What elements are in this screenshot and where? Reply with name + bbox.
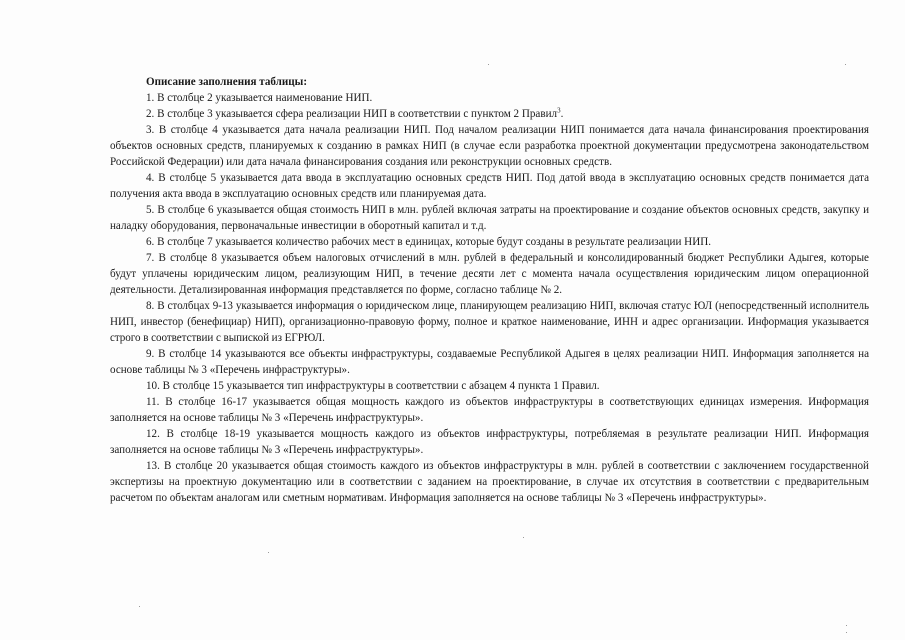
list-item: 6. В столбце 7 указывается количество рабочих мест в единицах, которые будут созданы в результате реализации НИП. (146, 236, 711, 248)
scan-speck (845, 64, 846, 65)
list-item-text: 2. В столбце 3 указывается сфера реализации НИП в соответствии с пунктом 2 Правил (146, 108, 558, 120)
scan-speck (139, 606, 140, 607)
list-item: 3. В столбце 4 указывается дата начала реализации НИП. Под началом реализации НИП понимается дата начала финансирования проектирования объектов основных средств, планируемых к созданию в рамках НИП (в случае если разработка проектной документации предусмотрена законодательством Российской Федерации) или дата начала финансирования создания или реконструкции основных средств. (110, 124, 869, 168)
scan-speck (846, 632, 847, 633)
list-item: 13. В столбце 20 указывается общая стоимость каждого из объектов инфраструктуры в млн. рублей в соответствии с заключением государственной экспертизы на проектную документацию или в соответствии с заданием на проектирование, в случае их отсутствия в соответствии с предварительным расчетом по объектам аналогам или сметным нормативам. Информация заполняется на основе таблицы № 3 «Перечень инфраструктуры». (110, 460, 869, 504)
list-item: 4. В столбце 5 указывается дата ввода в эксплуатацию основных средств НИП. Под датой ввода в эксплуатацию основных средств понимается дата получения акта ввода в эксплуатацию основных средств или планируемая дата. (110, 172, 869, 200)
list-item: 9. В столбце 14 указываются все объекты инфраструктуры, создаваемые Республикой Адыгея в целях реализации НИП. Информация заполняется на основе таблицы № 3 «Перечень инфраструктуры». (110, 348, 869, 376)
list-item (110, 106, 869, 122)
list-item: 10. В столбце 15 указывается тип инфраструктуры в соответствии с абзацем 4 пункта 1 Правил. (146, 380, 600, 392)
list-item: 7. В столбце 8 указывается объем налоговых отчислений в млн. рублей в федеральный и консолидированный бюджет Республики Адыгея, которые будут уплачены юридическим лицом, реализующим НИП, в течение десяти лет с момента начала осуществления юридическим лицом операционной деятельности. Детализированная информация представляется по форме, согласно таблице № 2. (110, 252, 869, 296)
list-item: 5. В столбце 6 указывается общая стоимость НИП в млн. рублей включая затраты на проектирование и создание объектов основных средств, закупку и наладку оборудования, первоначальные инвестиции в оборотный капитал и т.д. (110, 204, 869, 232)
scan-speck (268, 552, 269, 553)
list-item: 11. В столбце 16-17 указывается общая мощность каждого из объектов инфраструктуры в соответствующих единицах измерения. Информация заполняется на основе таблицы № 3 «Перечень инфраструктуры». (110, 396, 869, 424)
section-heading: Описание заполнения таблицы: (146, 76, 308, 88)
list-item: 12. В столбце 18-19 указывается мощность каждого из объектов инфраструктуры, потребляемая в результате реализации НИП. Информация заполняется на основе таблицы № 3 «Перечень инфраструктуры». (110, 428, 869, 456)
scan-speck (846, 625, 847, 626)
scan-speck (523, 537, 524, 538)
list-item: 1. В столбце 2 указывается наименование НИП. (146, 92, 373, 104)
list-item: 8. В столбцах 9-13 указывается информация о юридическом лице, планирующем реализацию НИП, включая статус ЮЛ (непосредственный исполнитель НИП, инвестор (бенефициар) НИП), организационно-правовую форму, полное и краткое наименование, ИНН и адрес организации. Информация указывается строго в соответствии с выпиской из ЕГРЮЛ. (110, 300, 869, 344)
list-item-tail: . (560, 108, 564, 120)
description-block (110, 74, 869, 506)
footnote-marker: 3 (557, 106, 561, 115)
scan-speck (488, 64, 489, 65)
